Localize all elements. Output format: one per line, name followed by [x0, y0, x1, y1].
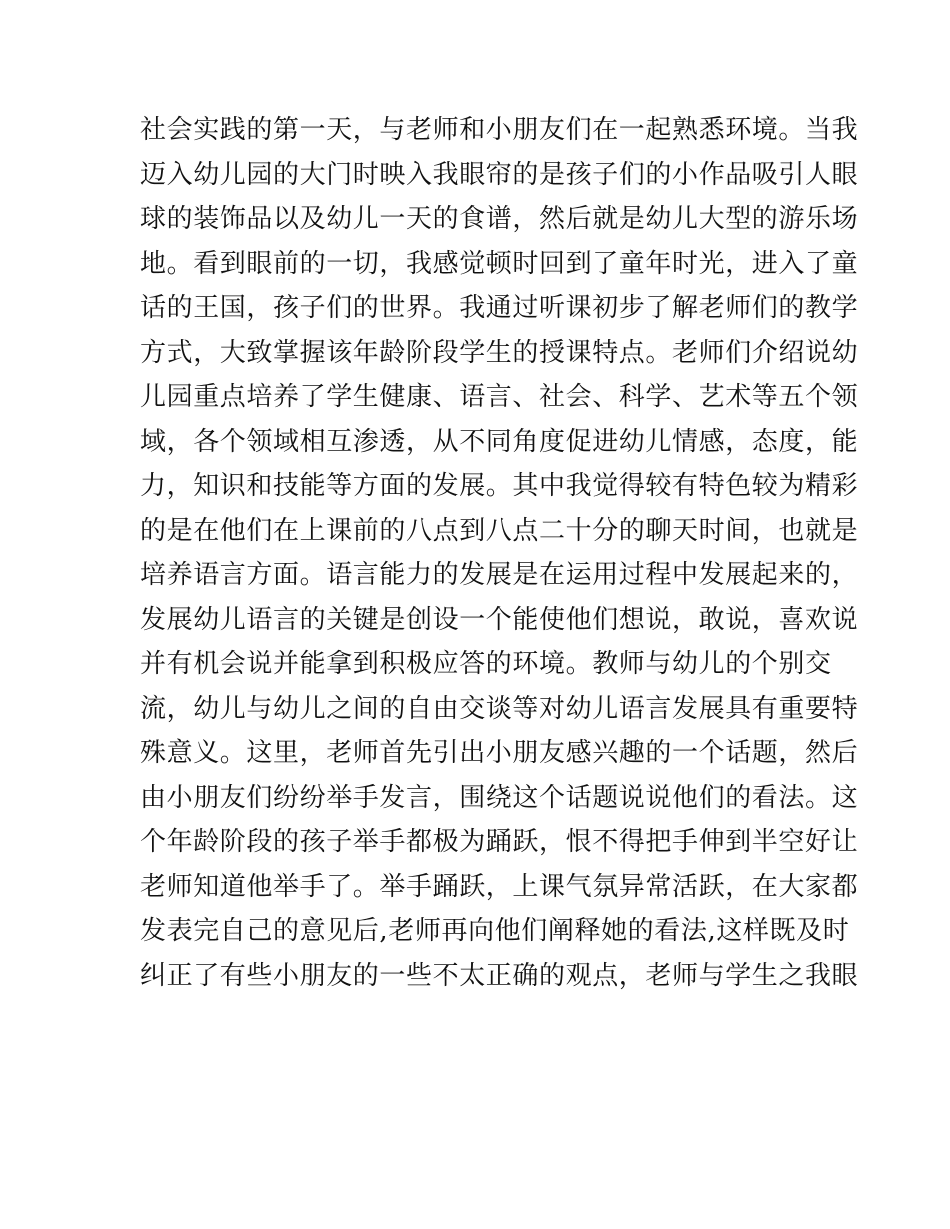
text-line: 培养语言方面。语言能力的发展是在运用过程中发展起来的， — [140, 560, 859, 590]
text-line: 社会实践的第一天，与老师和小朋友们在一起熟悉环境。当我 — [140, 115, 859, 145]
text-line: 个年龄阶段的孩子举手都极为踊跃，恨不得把手伸到半空好让 — [140, 827, 859, 857]
text-line: 发表完自己的意见后,老师再向他们阐释她的看法,这样既及时 — [140, 916, 850, 946]
text-line: 流，幼儿与幼儿之间的自由交谈等对幼儿语言发展具有重要特 — [140, 693, 859, 724]
text-line: 迈入幼儿园的大门时映入我眼帘的是孩子们的小作品吸引人眼 — [140, 159, 859, 190]
text-line: 力，知识和技能等方面的发展。其中我觉得较有特色较为精彩 — [140, 471, 859, 501]
text-line: 域，各个领域相互渗透，从不同角度促进幼儿情感，态度，能 — [140, 426, 859, 457]
text-line: 话的王国，孩子们的世界。我通过听课初步了解老师们的教学 — [140, 293, 859, 323]
text-line: 球的装饰品以及幼儿一天的食谱，然后就是幼儿大型的游乐场 — [140, 204, 859, 234]
text-line: 由小朋友们纷纷举手发言，围绕这个话题说说他们的看法。这 — [140, 782, 859, 813]
text-line: 并有机会说并能拿到积极应答的环境。教师与幼儿的个别交 — [140, 649, 832, 679]
text-line: 老师知道他举手了。举手踊跃，上课气氛异常活跃，在大家都 — [140, 871, 859, 902]
text-line: 纠正了有些小朋友的一些不太正确的观点，老师与学生之我眼 — [140, 960, 859, 991]
text-line: 的是在他们在上课前的八点到八点二十分的聊天时间，也就是 — [140, 515, 859, 546]
text-line: 地。看到眼前的一切，我感觉顿时回到了童年时光，进入了童 — [140, 248, 859, 279]
text-line: 儿园重点培养了学生健康、语言、社会、科学、艺术等五个领 — [140, 382, 859, 412]
text-line: 殊意义。这里，老师首先引出小朋友感兴趣的一个话题，然后 — [140, 738, 859, 768]
body-paragraph — [140, 108, 859, 998]
text-line: 方式，大致掌握该年龄阶段学生的授课特点。老师们介绍说幼 — [140, 337, 859, 368]
text-line: 发展幼儿语言的关键是创设一个能使他们想说，敢说，喜欢说 — [140, 604, 859, 635]
